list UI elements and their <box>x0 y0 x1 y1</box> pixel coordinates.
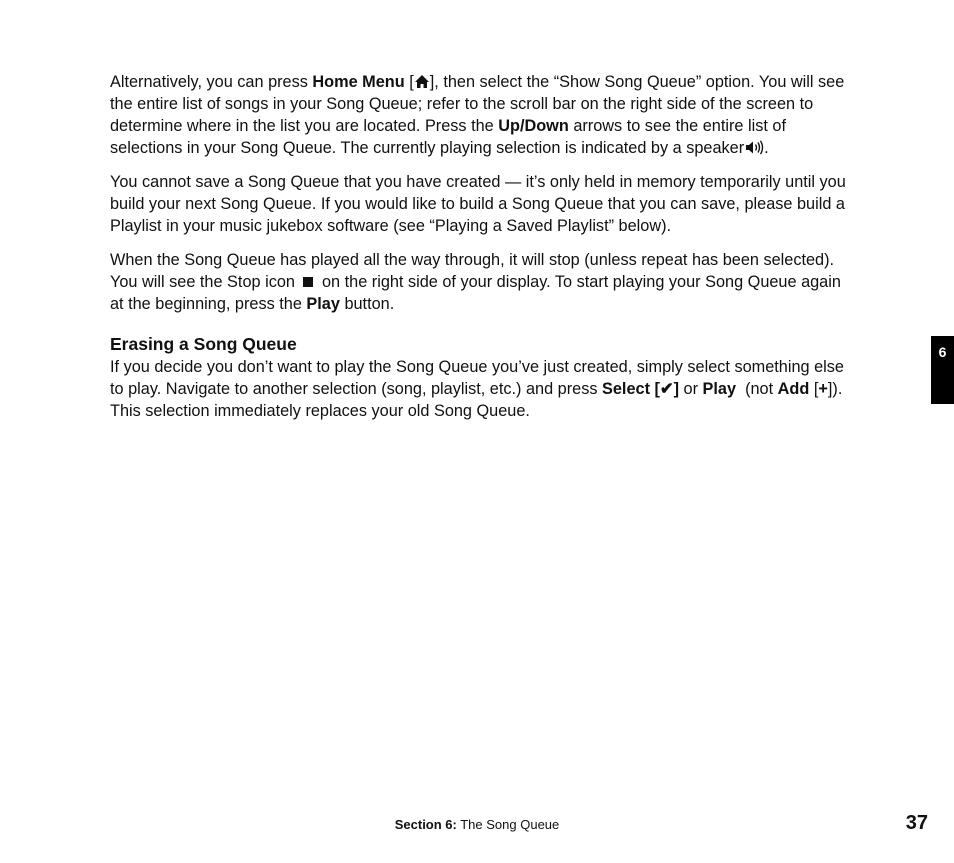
text-span: arrows to see the entire list of selections in your Song Queue. The currently playing selection is indicated by a speaker <box>110 117 786 157</box>
footer-section-label: Section 6: <box>394 817 457 832</box>
play-label: Play <box>702 380 737 398</box>
home-icon <box>414 74 430 89</box>
select-label: Select [✔] <box>602 380 679 398</box>
play-label: Play <box>306 295 340 313</box>
add-label: Add <box>777 380 810 398</box>
plus-label: + <box>818 380 828 398</box>
text-span: Alternatively, you can press <box>110 73 313 91</box>
text-span: ], then select the “Show Song Queue” option. You will see the entire list of songs in your Song Queue; refer to the scroll bar on the right side of the screen to determine where in the list you are located. Press the <box>110 73 845 135</box>
text-span: If you decide you don’t want to play the Song Queue you’ve just created, simply select something else to play. Navigate to another selection (song, playlist, etc.) and press <box>110 358 844 398</box>
section-tab <box>931 336 954 404</box>
page-footer <box>0 817 954 832</box>
up-down-label: Up/Down <box>498 117 569 135</box>
footer-section-title: The Song Queue <box>456 817 560 832</box>
text-span: [ <box>809 380 819 398</box>
page-content <box>110 71 846 422</box>
home-menu-label: Home Menu <box>312 73 405 91</box>
paragraph-stop-behavior <box>110 249 846 315</box>
text-span: [ <box>404 73 414 91</box>
section-tab-label: 6 <box>938 344 947 360</box>
speaker-icon <box>744 140 764 155</box>
text-span: When the Song Queue has played all the way through, it will stop (unless repeat has been selected). You will see the Stop icon <box>110 251 835 291</box>
text-span: button. <box>339 295 395 313</box>
section-heading: Erasing a Song Queue <box>110 334 297 354</box>
paragraph-erasing <box>110 356 846 422</box>
page-number: 37 <box>905 812 928 834</box>
text-span: ]). This selection immediately replaces your old Song Queue. <box>110 380 843 420</box>
text-span: . <box>764 139 769 157</box>
paragraph-show-song-queue <box>110 71 846 159</box>
text-span: or <box>679 380 703 398</box>
stop-icon <box>303 277 313 287</box>
paragraph-cannot-save: You cannot save a Song Queue that you have created — it’s only held in memory temporarily until you build your next Song Queue. If you would like to build a Song Queue that you can save, please build a Playlist in your music jukebox software (see “Playing a Saved Playlist” below). <box>110 173 846 235</box>
text-span: (not <box>736 380 778 398</box>
text-span: on the right side of your display. To start playing your Song Queue again at the beginning, press the <box>110 273 841 313</box>
